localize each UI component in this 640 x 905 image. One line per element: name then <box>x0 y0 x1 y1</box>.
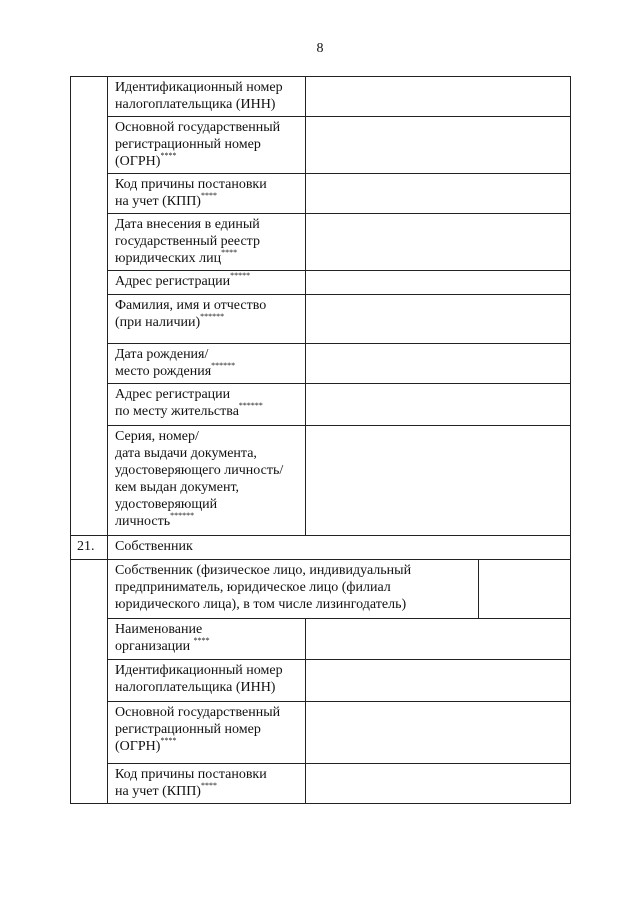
field-value-owner-ogrn[interactable] <box>306 702 571 764</box>
field-label-full-name: Фамилия, имя и отчество (при наличии)****** <box>108 295 306 344</box>
table-row <box>71 295 571 344</box>
field-value-owner-kpp[interactable] <box>306 764 571 804</box>
form-table <box>70 76 571 804</box>
field-label-registration-address: Адрес регистрации***** <box>108 271 306 295</box>
field-label-birth: Дата рождения/ место рождения****** <box>108 344 306 384</box>
page-number: 8 <box>316 41 324 56</box>
table-row <box>71 344 571 384</box>
field-label-inn: Идентификационный номер налогоплательщика (ИНН) <box>108 77 306 117</box>
table-row <box>71 174 571 214</box>
field-value-inn[interactable] <box>306 77 571 117</box>
field-label-owner-kpp: Код причины постановки на учет (КПП)**** <box>108 764 306 804</box>
section-number: 21. <box>71 536 108 560</box>
table-row <box>71 426 571 536</box>
table-row <box>71 619 571 660</box>
field-label-owner-ogrn: Основной государственный регистрационный номер (ОГРН)**** <box>108 702 306 764</box>
row-number-cell-empty <box>71 560 108 804</box>
table-row <box>71 117 571 174</box>
field-value-ogrn[interactable] <box>306 117 571 174</box>
field-label-owner-type: Собственник (физическое лицо, индивидуальный предприниматель, юридическое лицо (филиал юридического лица), в том числе лизингодатель) <box>108 560 479 619</box>
field-value-organization-name[interactable] <box>306 619 571 660</box>
field-value-residence-address[interactable] <box>306 384 571 426</box>
table-row <box>71 77 571 117</box>
table-row <box>71 702 571 764</box>
table-row <box>71 271 571 295</box>
field-label-owner-inn: Идентификационный номер налогоплательщика (ИНН) <box>108 660 306 702</box>
field-label-ogrn: Основной государственный регистрационный номер (ОГРН)**** <box>108 117 306 174</box>
table-row <box>71 384 571 426</box>
field-value-birth[interactable] <box>306 344 571 384</box>
field-label-identity-document: Серия, номер/ дата выдачи документа, удостоверяющего личность/ кем выдан документ, удостоверяющий личность****** <box>108 426 306 536</box>
field-value-egrul-date[interactable] <box>306 214 571 271</box>
table-row <box>71 560 571 619</box>
field-value-owner-inn[interactable] <box>306 660 571 702</box>
field-value-kpp[interactable] <box>306 174 571 214</box>
field-label-egrul-date: Дата внесения в единый государственный реестр юридических лиц**** <box>108 214 306 271</box>
field-value-owner-type[interactable] <box>479 560 571 619</box>
row-number-cell-empty <box>71 77 108 536</box>
field-label-kpp: Код причины постановки на учет (КПП)**** <box>108 174 306 214</box>
table-row <box>71 214 571 271</box>
field-value-identity-document[interactable] <box>306 426 571 536</box>
field-label-organization-name: Наименование организации **** <box>108 619 306 660</box>
field-label-residence-address: Адрес регистрации по месту жительства****** <box>108 384 306 426</box>
field-value-registration-address[interactable] <box>306 271 571 295</box>
field-value-full-name[interactable] <box>306 295 571 344</box>
section-title: Собственник <box>108 536 571 560</box>
table-row <box>71 660 571 702</box>
section-header-row <box>71 536 571 560</box>
table-row <box>71 764 571 804</box>
